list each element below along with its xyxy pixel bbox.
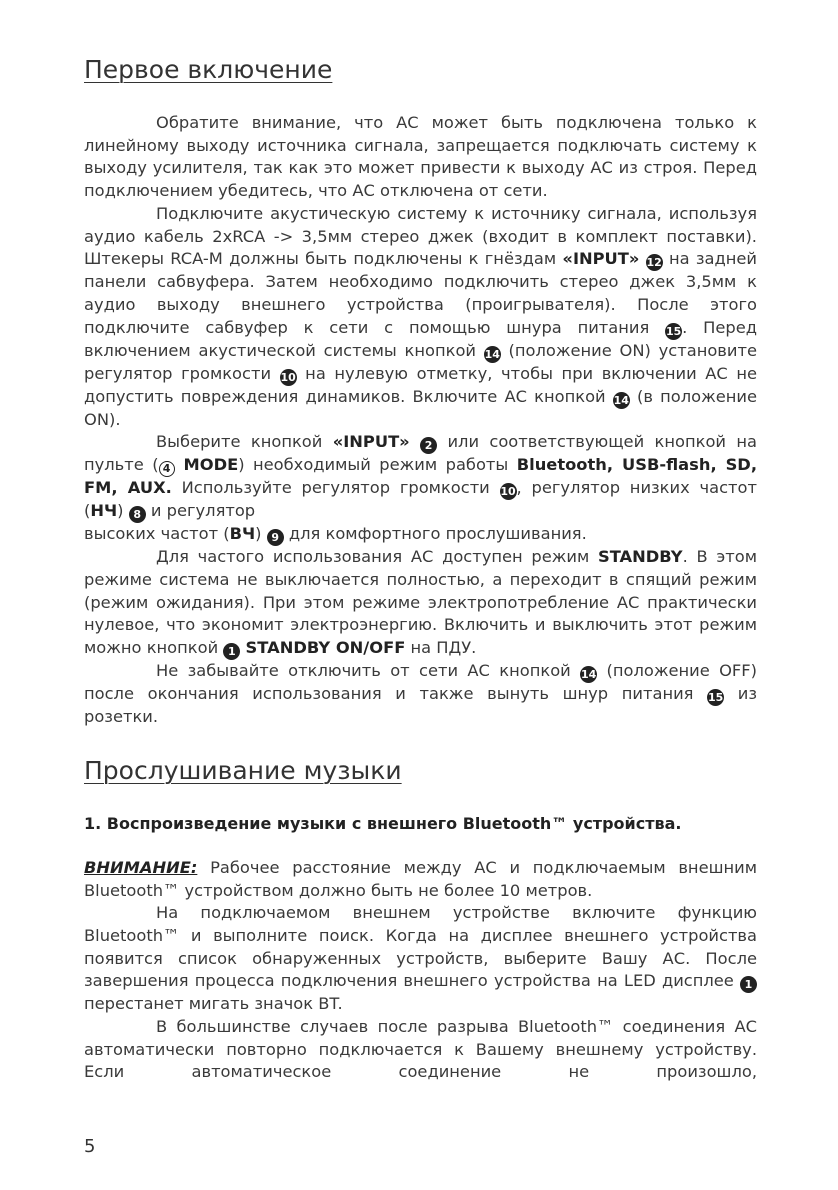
callout-15: 15	[707, 691, 724, 705]
callout-9: 9	[267, 529, 284, 546]
page-number: 5	[84, 1136, 96, 1157]
callout-10: 10	[280, 370, 296, 384]
section-title-first-start: Первое включение	[84, 55, 333, 84]
callout-12: 12	[646, 256, 662, 270]
paragraph-connect-instructions: Подключите акустическую систему к источнику сигнала, используя аудио кабель 2xRCA -> 3,5мм стерео джек (входит в комплект поставки). Штекеры RCA-M должны быть подключены к гнёздам «INPUT» 12 на задней панели сабвуфера. Затем необходимо подключить стерео джек 3,5мм к аудио выходу внешнего устройства (проигрывателя). После этого подключите сабвуфер к сети с помощью шнура питания 15. Перед включением акустической системы кнопкой 14 (положение ON) установите регулятор громкости 10 на нулевую отметку, чтобы при включении АС не допустить повреждения динамиков. Включите АС кнопкой 14 (в положение ON).	[84, 203, 758, 429]
paragraph-bt-attention: ВНИМАНИЕ: Рабочее расстояние между АС и подключаемым внешним Bluetooth™ устройством должно быть не более 10 метров.	[84, 857, 757, 900]
paragraph-standby: Для частого использования АС доступен режим STANDBY. В этом режиме система не выключается полностью, а переходит в спящий режим (режим ожидания). При этом режиме электропотребление АС практически нулевое, что экономит электроэнергию. Включить и выключить этот режим можно кнопкой 1 STANDBY ON/OFF на ПДУ.	[84, 547, 757, 659]
paragraph-bt-reconnect: В большинстве случаев после разрыва Bluetooth™ соединения АС автоматически повторно подключается к Вашему внешнему устройству. Если автоматическое соединение не произошло,	[84, 1017, 757, 1082]
callout-8: 8	[129, 506, 146, 523]
callout-1: 1	[223, 643, 240, 660]
callout-14: 14	[613, 393, 629, 407]
callout-4: 4	[159, 461, 175, 477]
section-title-listening: Прослушивание музыки	[84, 755, 402, 785]
callout-1: 1	[740, 976, 757, 993]
callout-15: 15	[665, 324, 682, 338]
attention-label: ВНИМАНИЕ:	[84, 857, 198, 877]
manual-page	[84, 52, 757, 1084]
callout-10: 10	[500, 485, 516, 499]
paragraph-bt-pairing: На подключаемом внешнем устройстве включите функцию Bluetooth™ и выполните поиск. Когда на дисплее внешнего устройства появится список обнаруженных устройств, выберите Вашу АС. После завершения процесса подключения внешнего устройства на LED дисплее 1 перестанет мигать значок BT.	[84, 903, 757, 1014]
callout-2: 2	[420, 437, 437, 454]
paragraph-select-mode-cont: высоких частот (ВЧ) 9 для комфортного прослушивания.	[84, 524, 587, 545]
paragraph-select-mode: Выберите кнопкой «INPUT» 2 или соответствующей кнопкой на пульте ( 4 MODE) необходимый режим работы Bluetooth, USB-flash, SD, FM, AUX. Используйте регулятор громкости 10, регулятор низких частот (НЧ) 8 и регулятор	[84, 432, 757, 522]
paragraph-power-off: Не забывайте отключить от сети АС кнопкой 14 (положение OFF) после окончания использования и также вынуть шнур питания 15 из розетки.	[84, 661, 758, 727]
callout-14: 14	[484, 347, 500, 361]
callout-14: 14	[580, 668, 597, 682]
paragraph-warning-line-output: Обратите внимание, что АС может быть подключена только к линейному выходу источника сигнала, запрещается подключать систему к выходу усилителя, так как это может привести к выходу АС из строя. Перед подключением убедитесь, что АС отключена от сети.	[84, 113, 757, 201]
subsection-bluetooth: 1. Воспроизведение музыки с внешнего Bluetooth™ устройства.	[84, 813, 682, 833]
